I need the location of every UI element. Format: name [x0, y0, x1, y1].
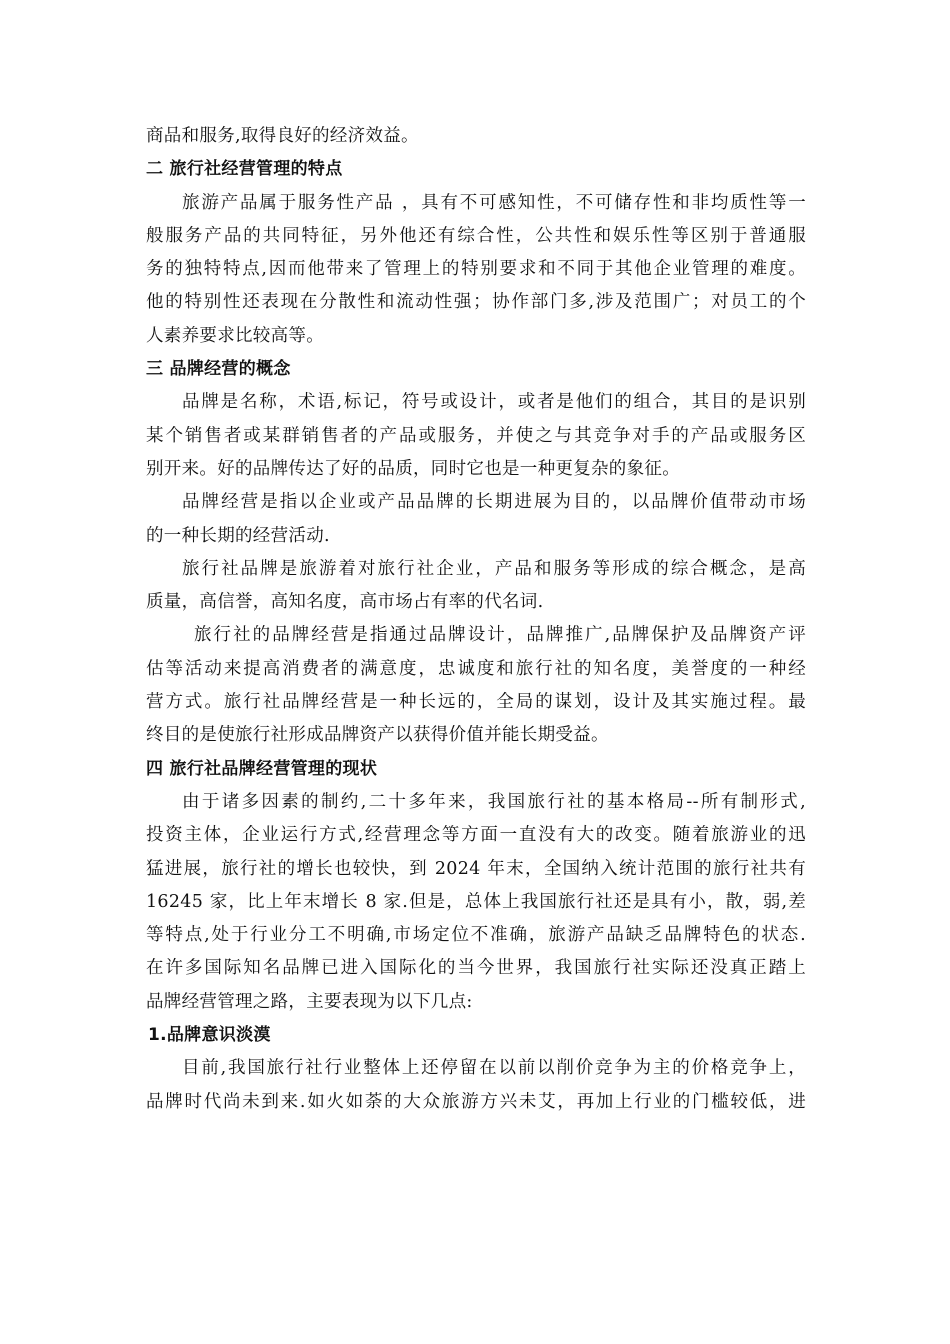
text-line: 般服务产品的共同特征，另外他还有综合性，公共性和娱乐性等区别于普通服: [146, 225, 806, 246]
document-body: [146, 120, 806, 1119]
text-line: 品牌经营是指以企业或产品品牌的长期进展为目的，以品牌价值带动市场: [182, 492, 806, 513]
text-line: 品牌时代尚未到来.如火如荼的大众旅游方兴未艾，再加上行业的门槛较低，进: [146, 1091, 806, 1112]
text-line: 某个销售者或某群销售者的产品或服务，并使之与其竞争对手的产品或服务区: [146, 425, 806, 446]
text-line: 猛进展，旅行社的增长也较快，到 2024 年末，全国纳入统计范围的旅行社共有: [146, 858, 806, 879]
text-line: 品牌经营管理之路，主要表现为以下几点:: [146, 991, 473, 1012]
text-line: 由于诸多因素的制约,二十多年来，我国旅行社的基本格局--所有制形式,: [182, 791, 806, 812]
text-line: 别开来。好的品牌传达了好的品质，同时它也是一种更复杂的象征。: [146, 458, 680, 479]
section-heading: 四 旅行社品牌经营管理的现状: [146, 758, 378, 779]
text-line: 务的独特特点,因而他带来了管理上的特别要求和不同于其他企业管理的难度。: [146, 259, 806, 280]
section-heading: 三 品牌经营的概念: [146, 359, 291, 380]
text-line: 旅行社品牌是旅游着对旅行社企业，产品和服务等形成的综合概念，是高: [182, 558, 806, 579]
text-line: 终目的是使旅行社形成品牌资产以获得价值并能长期受益。: [146, 725, 609, 746]
text-line: 等特点,处于行业分工不明确,市场定位不准确，旅游产品缺乏品牌特色的状态.: [146, 925, 806, 946]
section-heading: 二 旅行社经营管理的特点: [146, 159, 343, 180]
text-line: 人素养要求比较高等。: [146, 325, 324, 346]
text-line: 旅行社的品牌经营是指通过品牌设计，品牌推广,品牌保护及品牌资产评: [194, 625, 806, 646]
text-line: 商品和服务,取得良好的经济效益。: [146, 126, 419, 146]
text-line: 他的特别性还表现在分散性和流动性强；协作部门多,涉及范围广；对员工的个: [146, 292, 806, 313]
text-line: 营方式。旅行社品牌经营是一种长远的，全局的谋划，设计及其实施过程。最: [146, 692, 806, 713]
text-line: 估等活动来提高消费者的满意度，忠诚度和旅行社的知名度，美誉度的一种经: [146, 658, 806, 679]
text-line: 旅游产品属于服务性产品 ，具有不可感知性，不可储存性和非均质性等一: [182, 192, 806, 213]
subsection-heading: 1.品牌意识淡漠: [148, 1025, 271, 1046]
text-line: 目前,我国旅行社行业整体上还停留在以前以削价竞争为主的价格竞争上，: [182, 1058, 806, 1079]
text-line: 16245 家，比上年末增长 8 家.但是，总体上我国旅行社还是具有小，散，弱,差: [146, 891, 806, 912]
text-line: 的一种长期的经营活动.: [146, 525, 330, 546]
text-line: 品牌是名称，术语,标记，符号或设计，或者是他们的组合，其目的是识别: [182, 392, 806, 413]
text-line: 质量，高信誉，高知名度，高市场占有率的代名词.: [146, 592, 544, 613]
text-line: 投资主体，企业运行方式,经营理念等方面一直没有大的改变。随着旅游业的迅: [146, 825, 806, 846]
text-line: 在许多国际知名品牌已进入国际化的当今世界，我国旅行社实际还没真正踏上: [146, 958, 806, 979]
